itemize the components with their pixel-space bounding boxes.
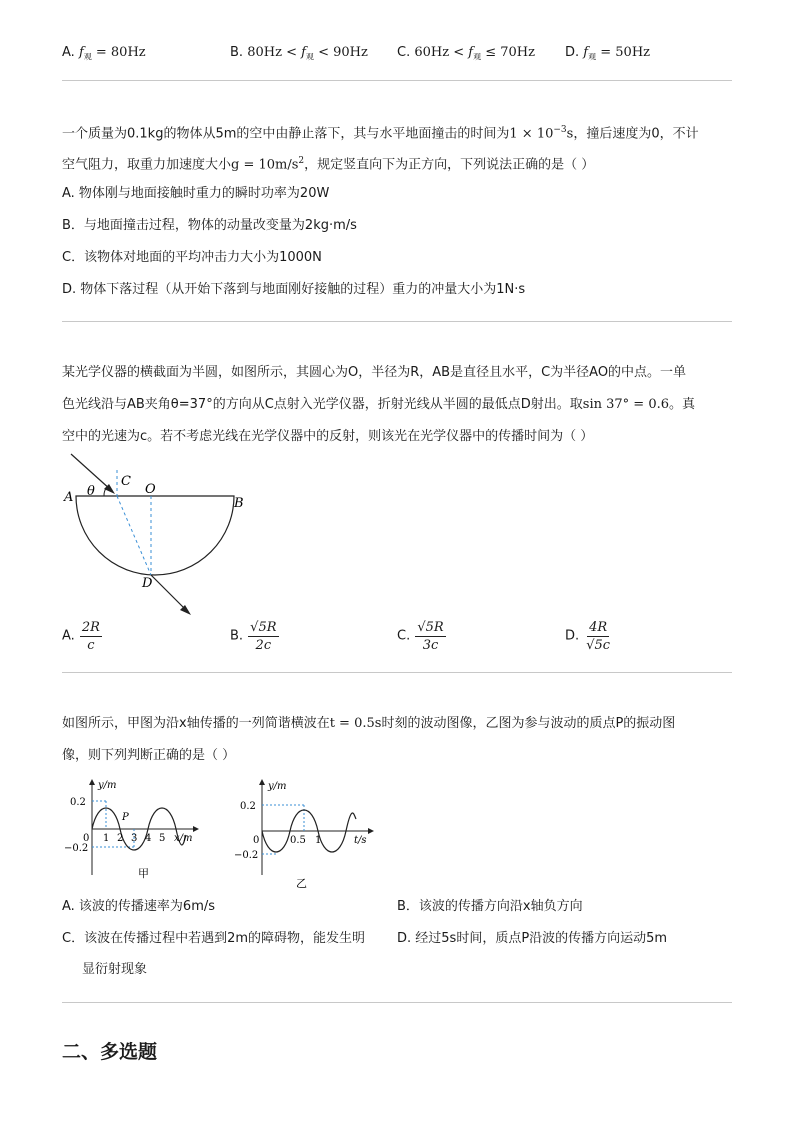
- svg-text:2: 2: [117, 833, 124, 844]
- svg-text:0.2: 0.2: [240, 801, 256, 812]
- svg-text:t/s: t/s: [354, 835, 367, 846]
- divider: [62, 80, 732, 81]
- svg-text:5: 5: [159, 833, 166, 844]
- svg-text:1: 1: [103, 833, 110, 844]
- svg-text:0.5: 0.5: [290, 835, 306, 846]
- q2-option-d: D. $\frac{4R}{√5c}$: [565, 620, 611, 653]
- svg-text:1: 1: [315, 835, 322, 846]
- q2-option-a: A. $\frac{2R}{c}$: [62, 620, 100, 653]
- svg-text:0: 0: [253, 835, 260, 846]
- point-p-label: P: [122, 812, 129, 823]
- wave-graph: [62, 775, 202, 885]
- label-theta: θ: [87, 484, 95, 499]
- prev-option-c: C. $60Hz < f_观 \le 70Hz$: [397, 45, 535, 62]
- svg-text:y/m: y/m: [98, 780, 117, 791]
- prev-option-d: D. $f_观 = 50Hz$: [565, 45, 651, 62]
- section-heading: 二、多选题: [62, 1041, 158, 1063]
- q3-option-c-line2: 显衍射现象: [82, 962, 148, 977]
- q2-option-c: C. $\frac{√5R}{3c}$: [397, 620, 444, 653]
- label-o: O: [145, 482, 156, 497]
- q1-option-c: C．该物体对地面的平均冲击力大小为1000N: [62, 250, 322, 265]
- refracted-ray: [117, 496, 151, 575]
- q2-stem-line3: 空中的光速为c。若不考虑光线在光学仪器中的反射，则该光在光学仪器中的传播时间为（ ）: [62, 429, 594, 444]
- q1-option-d: D. 物体下落过程（从开始下落到与地面刚好接触的过程）重力的冲量大小为1N·s: [62, 282, 526, 297]
- q3-option-b: B．该波的传播方向沿x轴负方向: [397, 899, 583, 914]
- divider: [62, 1002, 732, 1003]
- semicircle-outline: [76, 496, 234, 575]
- label-b: B: [234, 496, 244, 511]
- q3-option-d: D. 经过5s时间，质点P沿波的传播方向运动5m: [397, 931, 668, 946]
- q1-option-a: A. 物体刚与地面接触时重力的瞬时功率为20W: [62, 186, 330, 201]
- q2-stem-line1: 某光学仪器的横截面为半圆，如图所示，其圆心为O，半径为R，AB是直径且水平，C为半径AO的中点。一单: [62, 365, 687, 380]
- q3-option-c-line1: C．该波在传播过程中若遇到2m的障碍物，能发生明: [62, 931, 366, 946]
- caption-yi: 乙: [296, 877, 307, 890]
- exit-arrow: [180, 605, 191, 615]
- q1-option-b: B．与地面撞击过程，物体的动量改变量为2kg·m/s: [62, 218, 357, 233]
- semicircle-diagram: [60, 450, 260, 622]
- svg-text:4: 4: [145, 833, 152, 844]
- svg-text:y/m: y/m: [268, 781, 287, 792]
- vibration-graph: [232, 775, 382, 890]
- divider: [62, 321, 732, 322]
- angle-arc: [104, 487, 107, 496]
- label-d: D: [142, 576, 153, 591]
- exit-ray: [151, 575, 187, 611]
- label-c: C: [121, 474, 131, 489]
- q1-stem-line1: 一个质量为0.1kg的物体从5m的空中由静止落下，其与水平地面撞击的时间为$1 \times 10^{-3}s$，撞后速度为0，不计: [62, 125, 699, 142]
- svg-text:3: 3: [131, 833, 138, 844]
- q3-stem-line1: 如图所示，甲图为沿x轴传播的一列简谐横波在t = 0.5s时刻的波动图像，乙图为参与波动的质点P的振动图: [62, 716, 676, 731]
- svg-text:−0.2: −0.2: [234, 850, 259, 861]
- q1-stem-line2: 空气阻力，取重力加速度大小$g = 10m/s^2$，规定竖直向下为正方向，下列说法正确的是（ ）: [62, 156, 595, 173]
- label-a: A: [64, 490, 74, 505]
- divider: [62, 672, 732, 673]
- svg-text:x/m: x/m: [174, 833, 193, 844]
- prev-option-a: A. $f_观 = 80Hz$: [62, 45, 146, 62]
- caption-jia: 甲: [138, 867, 149, 880]
- svg-text:0: 0: [83, 833, 90, 844]
- prev-option-b: B. $80Hz < f_观 < 90Hz$: [230, 45, 368, 62]
- svg-text:−0.2: −0.2: [64, 843, 89, 854]
- q2-option-b: B. $\frac{√5R}{2c}$: [230, 620, 277, 653]
- q2-stem-line2: 色光线沿与AB夹角θ=37°的方向从C点射入光学仪器，折射光线从半圆的最低点D射出。取sin 37° = 0.6。真: [62, 397, 696, 412]
- q3-option-a: A. 该波的传播速率为6m/s: [62, 899, 216, 914]
- q3-stem-line2: 像，则下列判断正确的是（ ）: [62, 748, 236, 763]
- svg-text:0.2: 0.2: [70, 797, 86, 808]
